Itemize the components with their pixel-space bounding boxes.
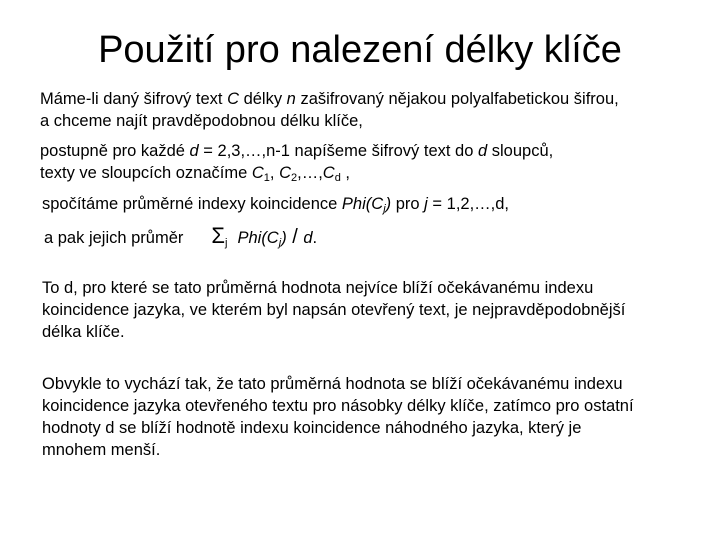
subscript: d xyxy=(334,172,341,184)
paragraph-conclusion-line-3: délka klíče. xyxy=(42,323,125,341)
text: Máme-li daný šifrový text xyxy=(40,90,228,108)
text: ,…, xyxy=(297,164,323,182)
paragraph-note-line-4: mnohem menší. xyxy=(42,441,161,459)
phi-close: ) xyxy=(281,229,287,247)
subscript: j xyxy=(278,237,282,249)
paragraph-conclusion-line-2: koincidence jazyka, ve kterém byl napsán otevřený text, je nejpravděpodobnější xyxy=(42,301,626,319)
var-d: d xyxy=(189,142,199,160)
var-j: j xyxy=(424,195,428,213)
paragraph-columns-line-2 xyxy=(40,162,350,184)
paragraph-indices xyxy=(42,193,509,215)
paragraph-intro-line-1 xyxy=(40,88,619,110)
var-d: d xyxy=(303,229,313,247)
phi-expression: Phi(C xyxy=(341,195,384,213)
var-c1: C xyxy=(251,164,264,182)
paragraph-note-line-2: koincidence jazyka otevřeného textu pro násobky délky klíče, zatímco pro ostatní xyxy=(42,397,634,415)
text: = 2,3,…,n-1 napíšeme šifrový text do xyxy=(198,142,478,160)
paragraph-conclusion-line-1: To d, pro které se tato průměrná hodnota nejvíce blíží očekávanému indexu xyxy=(42,279,594,297)
text: , xyxy=(269,164,280,182)
subscript: 2 xyxy=(291,172,298,184)
phi-expression: Phi(C xyxy=(237,229,279,247)
phi-close: ) xyxy=(385,195,392,213)
text: délky xyxy=(238,90,287,108)
subscript: j xyxy=(225,237,228,249)
var-c: C xyxy=(227,90,239,108)
text: . xyxy=(312,229,318,247)
subscript: j xyxy=(383,203,386,215)
paragraph-average xyxy=(44,225,317,249)
text: a pak jejich průměr xyxy=(44,229,184,247)
paragraph-note-line-3: hodnoty d se blíží hodnotě indexu koincidence náhodného jazyka, který je xyxy=(42,419,582,437)
paragraph-note-line-1: Obvykle to vychází tak, že tato průměrná hodnota se blíží očekávanému indexu xyxy=(42,375,623,393)
text: pro xyxy=(391,195,425,213)
slash: / xyxy=(286,226,304,248)
text: zašifrovaný nějakou polyalfabetickou šifrou, xyxy=(295,90,619,108)
var-cd: C xyxy=(322,164,335,182)
paragraph-columns-line-1 xyxy=(40,140,553,162)
subscript: 1 xyxy=(263,172,270,184)
text: , xyxy=(340,164,351,182)
text: = 1,2,…,d, xyxy=(427,195,510,213)
sigma-symbol: Σ xyxy=(211,223,226,248)
text: postupně pro každé xyxy=(40,142,190,160)
var-c2: C xyxy=(279,164,291,182)
text: texty ve sloupcích označíme xyxy=(40,164,252,182)
text: spočítáme průměrné indexy koincidence xyxy=(42,195,342,213)
paragraph-intro-line-2: a chceme najít pravděpodobnou délku klíče, xyxy=(40,112,363,130)
text: sloupců, xyxy=(487,142,554,160)
var-n: n xyxy=(286,90,296,108)
var-d: d xyxy=(477,142,488,160)
slide-title: Použití pro nalezení délky klíče xyxy=(98,29,622,71)
